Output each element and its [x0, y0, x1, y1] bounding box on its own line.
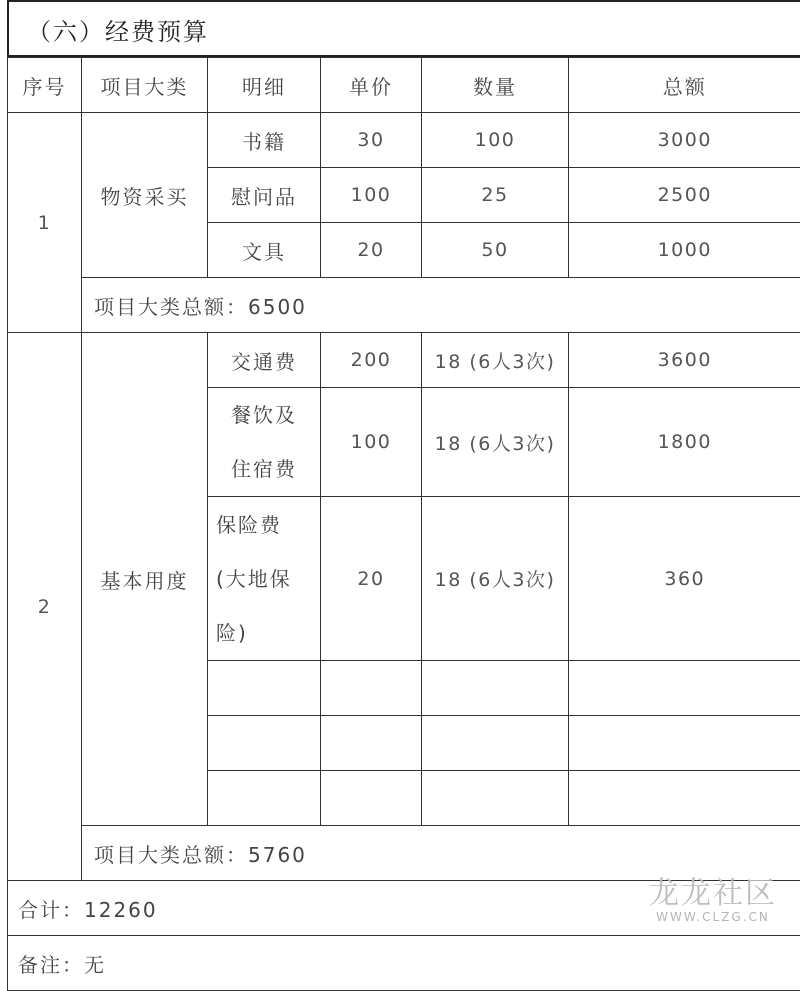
item-unit-price: 20	[321, 497, 422, 661]
watermark	[638, 868, 788, 924]
group-subtotal: 项目大类总额：6500	[82, 278, 800, 333]
empty-cell	[569, 661, 800, 716]
item-amount: 360	[569, 497, 800, 661]
empty-cell	[208, 716, 321, 771]
header-amount: 总额	[569, 58, 800, 113]
remark-row	[8, 936, 800, 991]
item-detail	[208, 497, 321, 661]
group-seq: 2	[8, 333, 82, 881]
grand-total: 合计：12260	[8, 881, 800, 936]
section-title: （六）经费预算	[27, 12, 209, 47]
item-detail-line: (大地保	[216, 552, 320, 606]
item-amount: 1000	[569, 223, 800, 278]
group-seq: 1	[8, 113, 82, 333]
empty-cell	[321, 771, 422, 826]
item-unit-price: 100	[321, 388, 422, 497]
item-detail-line: 险)	[216, 606, 320, 660]
item-amount: 3600	[569, 333, 800, 388]
empty-cell	[569, 716, 800, 771]
item-detail-line: 住宿费	[208, 442, 320, 496]
watermark-logo: 龙龙社区	[638, 868, 788, 912]
table-row	[8, 113, 800, 168]
header-quantity: 数量	[422, 58, 569, 113]
item-detail-line: 餐饮及	[208, 388, 320, 442]
group-category: 基本用度	[82, 333, 208, 826]
item-detail	[208, 388, 321, 497]
item-quantity: 50	[422, 223, 569, 278]
empty-cell	[422, 771, 569, 826]
item-quantity: 18 (6人3次)	[422, 497, 569, 661]
budget-table	[7, 57, 800, 991]
item-unit-price: 200	[321, 333, 422, 388]
watermark-url: WWW.CLZG.CN	[638, 910, 788, 924]
item-unit-price: 30	[321, 113, 422, 168]
header-row	[8, 58, 800, 113]
section-title-bar	[7, 0, 800, 57]
item-unit-price: 20	[321, 223, 422, 278]
table-row	[8, 333, 800, 388]
item-quantity: 18 (6人3次)	[422, 333, 569, 388]
item-detail-line: 保险费	[216, 498, 320, 552]
item-unit-price: 100	[321, 168, 422, 223]
item-detail: 慰问品	[208, 168, 321, 223]
subtotal-row	[8, 278, 800, 333]
header-unit-price: 单价	[321, 58, 422, 113]
header-seq: 序号	[8, 58, 82, 113]
item-quantity: 100	[422, 113, 569, 168]
item-amount: 2500	[569, 168, 800, 223]
group-category: 物资采买	[82, 113, 208, 278]
item-amount: 1800	[569, 388, 800, 497]
item-amount: 3000	[569, 113, 800, 168]
item-detail: 文具	[208, 223, 321, 278]
header-category: 项目大类	[82, 58, 208, 113]
empty-cell	[208, 771, 321, 826]
empty-cell	[321, 716, 422, 771]
empty-cell	[208, 661, 321, 716]
group-subtotal: 项目大类总额：5760	[82, 826, 800, 881]
item-quantity: 18 (6人3次)	[422, 388, 569, 497]
empty-cell	[422, 661, 569, 716]
empty-cell	[569, 771, 800, 826]
remark: 备注：无	[8, 936, 800, 991]
empty-cell	[321, 661, 422, 716]
item-detail: 交通费	[208, 333, 321, 388]
empty-cell	[422, 716, 569, 771]
item-detail: 书籍	[208, 113, 321, 168]
item-quantity: 25	[422, 168, 569, 223]
header-detail: 明细	[208, 58, 321, 113]
